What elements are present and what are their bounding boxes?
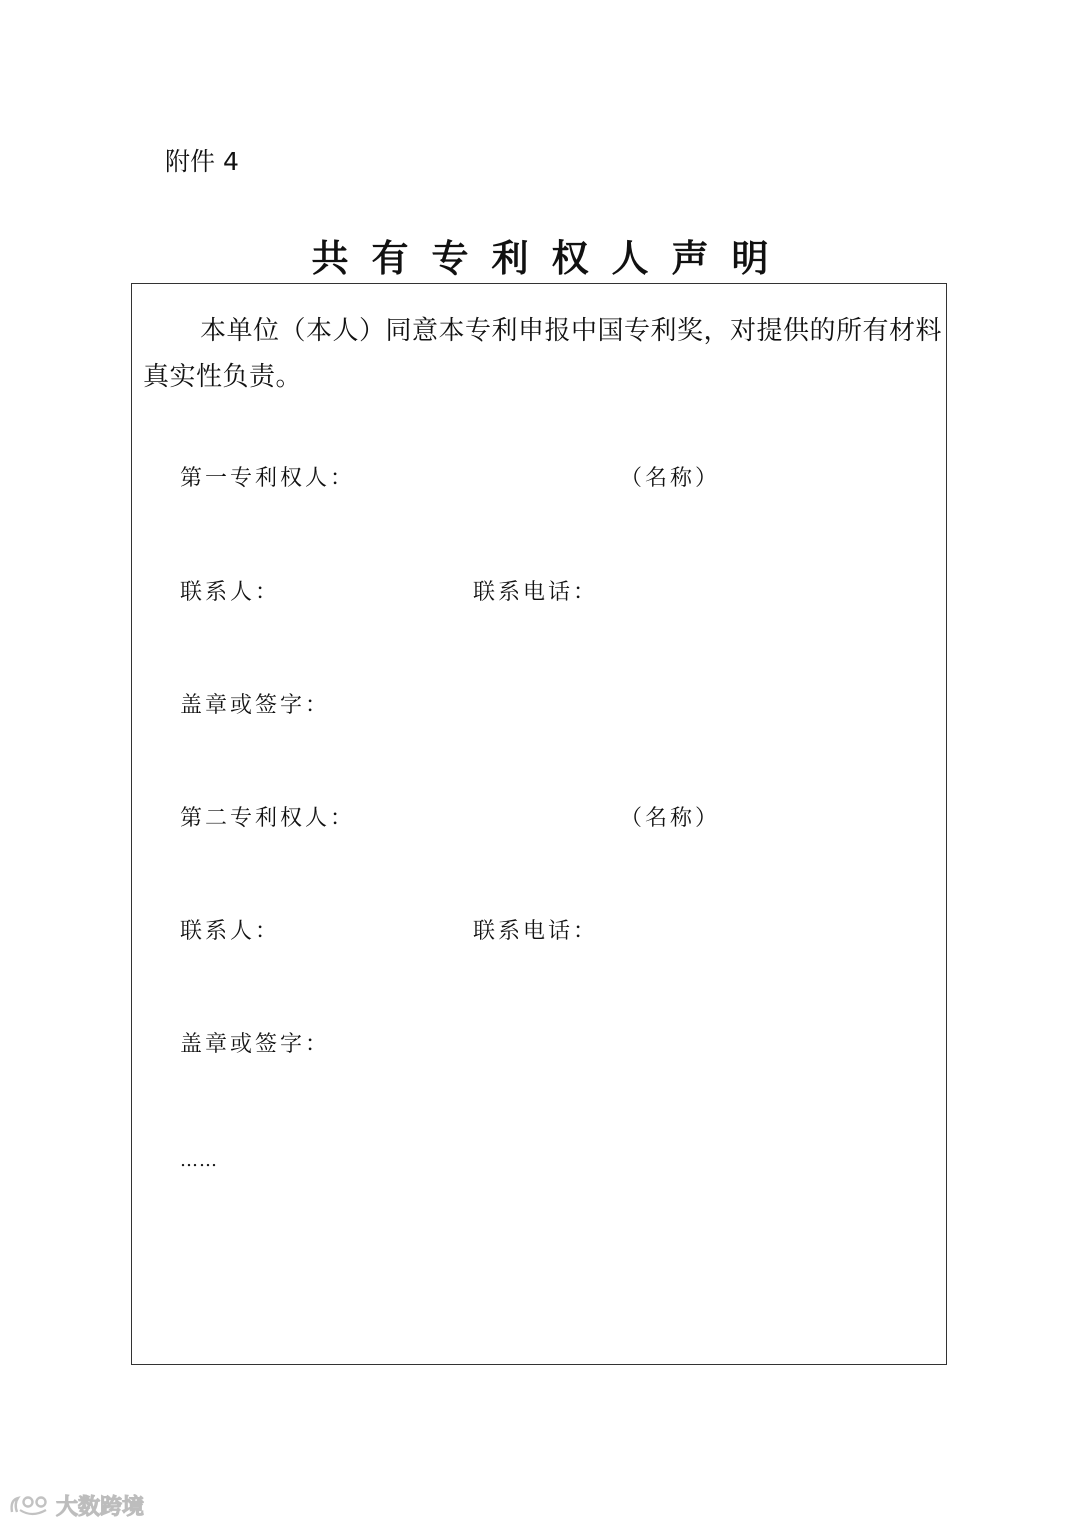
declaration-box [131, 283, 947, 1365]
brand-logo-icon [8, 1492, 52, 1518]
second-patentee-label: 第二专利权人： [180, 806, 356, 831]
consent-statement: 本单位（本人）同意本专利申报中国专利奖，对提供的所有材料真实性负责。 [143, 316, 943, 392]
first-patentee-label: 第一专利权人： [180, 466, 356, 491]
attachment-label: 附件 4 [165, 147, 239, 176]
first-contact-label: 联系人： [180, 580, 281, 605]
first-phone-label: 联系电话： [473, 580, 599, 605]
watermark [8, 1488, 144, 1522]
second-phone-label: 联系电话： [473, 919, 599, 944]
first-patentee-name-hint: （名称） [620, 466, 721, 491]
second-contact-label: 联系人： [180, 919, 281, 944]
first-seal-label: 盖章或签字： [180, 693, 331, 718]
more-patentees-ellipsis: …… [180, 1150, 218, 1171]
second-seal-label: 盖章或签字： [180, 1032, 331, 1057]
watermark-text: 大数跨境 [56, 1494, 145, 1520]
document-title: 共有专利权人声明 [311, 237, 792, 280]
second-patentee-name-hint: （名称） [620, 806, 721, 831]
